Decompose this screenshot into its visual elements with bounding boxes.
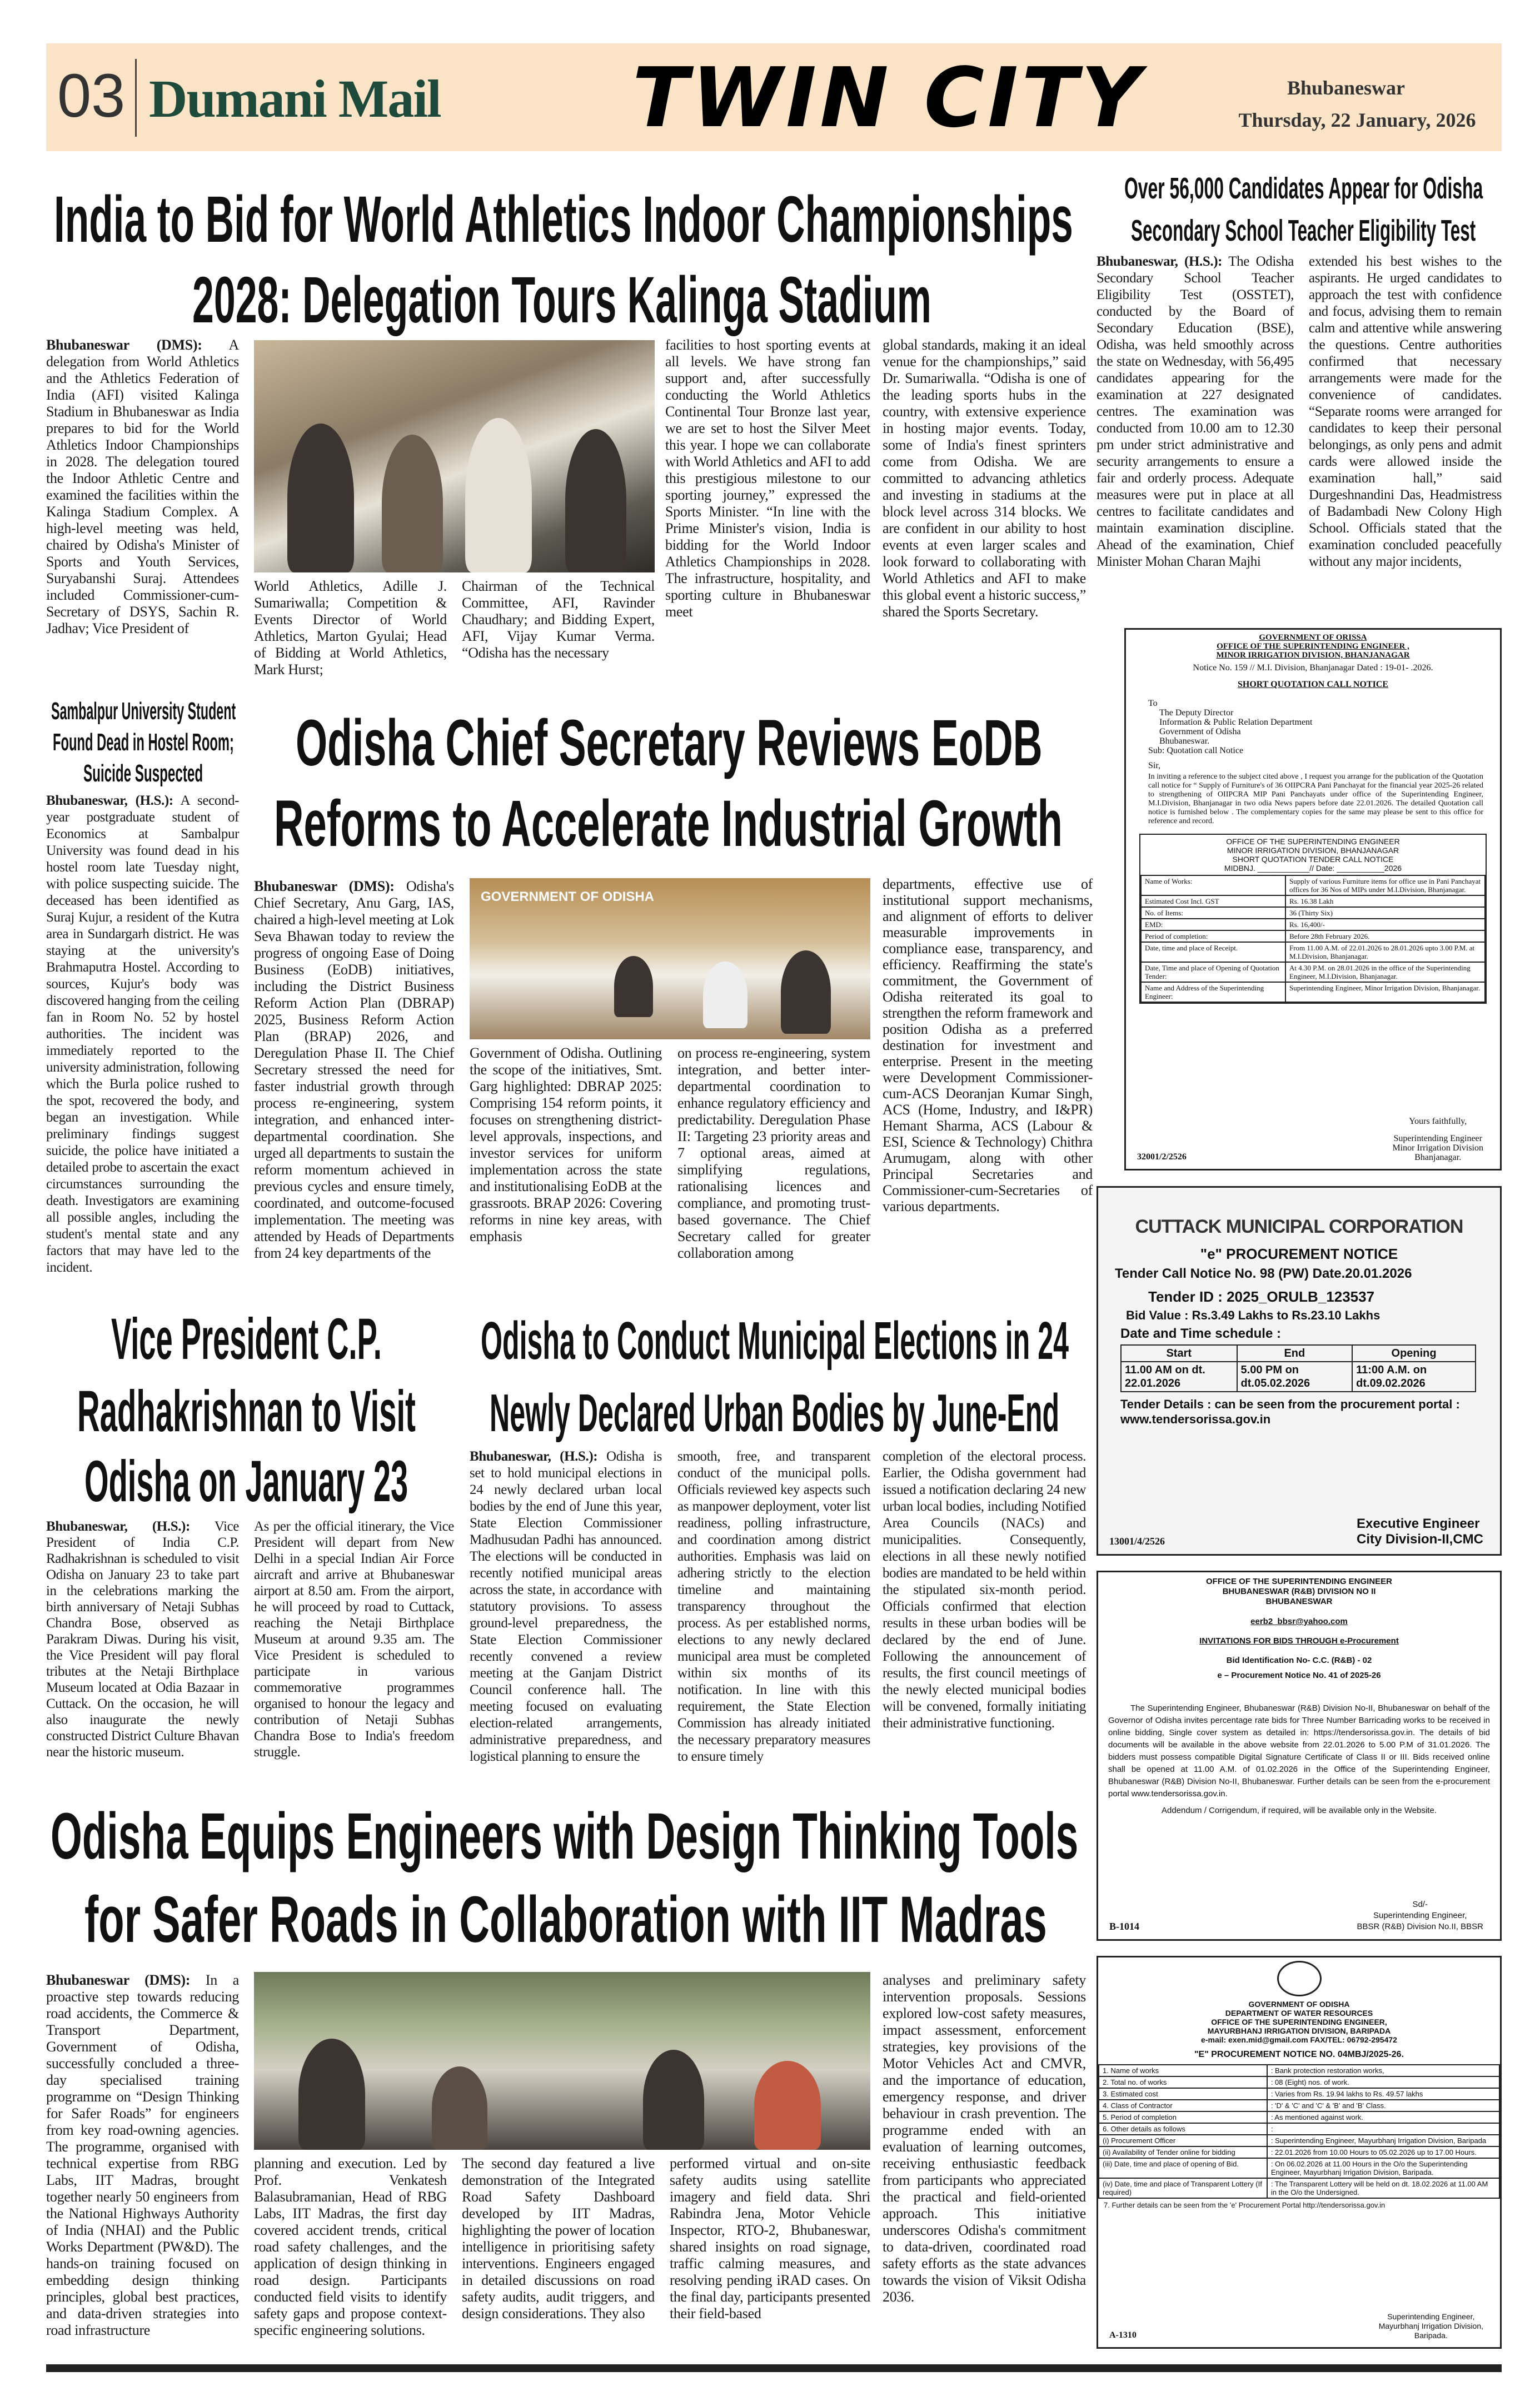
table-row [1141, 962, 1485, 982]
signature-line: City Division-II,CMC [1356, 1532, 1483, 1547]
notice-address: Information & Public Relation Department [1159, 718, 1313, 727]
notice-salutation: Sir, [1148, 761, 1161, 770]
signature-line: Minor Irrigation Division [1392, 1143, 1483, 1153]
row-value: Supply of various Furniture items for office use in Pani Panchayat offices for 36 Nos of MIPs under M.I.Division, Bhanjanagar. [1285, 875, 1485, 895]
edition-city: Bhubaneswar [1287, 77, 1406, 99]
photo-athletics-meeting [254, 340, 655, 572]
notice-body: In inviting a reference to the subject cited above , I request you arrange for the publication of the Quotation call notice for “ Supply of Furniture's of 36 OIIPCRA Pani Panchayat for the financial year 2025-26 related to strengthening of OIIPCRA MIP Pani Panchayats under office of the Superintending Engineer, M.I.Division, Bhanjanagar in two odia News papers before date 22.01.2026. The detailed Quotation call notice is furnished below . The complementary copies for the same may please be sent to this office for reference and record. [1148, 773, 1483, 825]
athletics-col-5: global standards, making it an ideal venue for the championships,” said Dr. Sumariwalla. “Odisha is one of the leading sports hubs in the country, with extensive experience in hosting major events. Today, some of India's finest sprinters come from Odisha. We are committed to advancing athletics and investing in stadiums at the block level across 314 blocks. We are confident in our ability to host events at even larger scales and look forward to collaborating with World Athletics and AFI to make this global event a historic success,” shared the Sports Secretary. [883, 337, 1086, 620]
headline-roads-line1: Odisha Equips Engineers with Design Thinking Tools [51, 1800, 1079, 1873]
schedule-table [1120, 1344, 1476, 1392]
signature-line: Superintending Engineer, [1387, 2312, 1475, 2321]
dateline: Bhubaneswar, (H.S.): [470, 1449, 598, 1464]
table-row [1099, 2123, 1499, 2135]
row-label: EMD: [1141, 919, 1285, 930]
table-row [1141, 930, 1485, 942]
signature-line: Executive Engineer [1356, 1516, 1480, 1531]
notice-head: BHUBANESWAR [1265, 1597, 1333, 1606]
vp-col-1 [46, 1518, 239, 1760]
body-text: A delegation from World Athletics and the Athletics Federation of India (AFI) visited Kalinga Stadium in Bhubaneswar as India prepares to bid for the World Athletics Indoor Championships in 2028. The delegation toured the Indoor Athletic Centre and examined the facilities within the Kalinga Stadium Complex. A high-level meeting was held, chaired by Odisha's Minister of Sports and Youth Services, Suryabanshi Suraj. Attendees included Commissioner-cum-Secretary of DSYS, Sachin R. Jadhav; Vice President of [46, 337, 239, 636]
table-row [1099, 2111, 1499, 2123]
athletics-col-3: Chairman of the Technical Committee, AFI, Ravinder Chaudhary; and Bidding Expert, AFI, Vijay Kumar Verma. “Odisha has the necessary [462, 578, 655, 661]
bid-value: Bid Value : Rs.3.49 Lakhs to Rs.23.10 Lakhs [1126, 1308, 1380, 1322]
photo-banner-text: GOVERNMENT OF ODISHA [481, 889, 655, 904]
signature-line: Mayurbhanj Irrigation Division, [1378, 2322, 1483, 2330]
table-row [1099, 2076, 1499, 2088]
notice-code: B-1014 [1109, 1921, 1139, 1932]
table-row [1099, 2065, 1499, 2076]
box-head: SHORT QUOTATION TENDER CALL NOTICE [1232, 855, 1394, 864]
headline-municipal-line1: Odisha to Conduct Municipal Elections in 24 [481, 1311, 1069, 1371]
row-label: 3. Estimated cost [1099, 2088, 1267, 2100]
row-value: Before 28th February 2026. [1285, 930, 1485, 942]
table-row [1141, 907, 1485, 919]
headline-athletics-line1: India to Bid for World Athletics Indoor Championships [54, 183, 1073, 256]
headline-roads-line2: for Safer Roads in Collaboration with IIT Madras [84, 1883, 1047, 1956]
tender-id: Tender ID : 2025_ORULB_123537 [1148, 1288, 1375, 1305]
tender-call-no: Tender Call Notice No. 98 (PW) Date.20.01.2026 [1115, 1266, 1412, 1281]
signature-line: BBSR (R&B) Division No.II, BBSR [1357, 1922, 1483, 1931]
notice-head: MAYURBHANJ IRRIGATION DIVISION, BARIPADA [1207, 2026, 1391, 2035]
notice-title: SHORT QUOTATION CALL NOTICE [1237, 680, 1389, 689]
table-row [1141, 919, 1485, 930]
notice-bhanjanagar [1124, 628, 1502, 1170]
table-row [1099, 2158, 1499, 2178]
notice-number: Notice No. 159 // M.I. Division, Bhanjanagar Dated : 19-01- .2026. [1193, 663, 1433, 673]
row-label: No. of Items: [1141, 907, 1285, 919]
row-value: Rs. 16,400/- [1285, 919, 1485, 930]
body-text: Odisha is set to hold municipal elections in 24 newly declared urban local bodies by the end of June this year, State Election Commissioner Madhusudan Padhi has announced. The elections will be conducted in recently notified municipal areas across the state, in accordance with statutory provisions. To assess ground-level preparedness, the State Election Commissioner recently convened a review meeting at the Ganjam District Council conference hall. The meeting focused on evaluating election-related arrangements, administrative preparedness, and logistical planning to ensure the [470, 1449, 662, 1764]
sambalpur-body [46, 793, 239, 1276]
headline-eodb-1 [296, 706, 1043, 780]
row-value: From 11.00 A.M. of 22.01.2026 to 28.01.2026 upto 3.00 P.M. at M.I.Division, Bhanjanagar. [1285, 942, 1485, 962]
table-row [1141, 875, 1485, 895]
eodb-col-4: departments, effective use of institutional support mechanisms, and alignment of efforts to deliver measurable improvements in compliance ease, transparency, and efficiency. Reaffirming the state's commitment, the Government of Odisha reiterated its goal to strengthen the reform framework and position Odisha as a preferred destination for investment and enterprise. Present in the meeting were Development Commissioner-cum-ACS Deoranjan Kumar Singh, ACS (Home, Industry, and I&PR) Hemant Sharma, ACS (Labour & ESI, Science & Technology) Chithra Arumugam, along with other Principal Secretaries and Commissioner-cum-Secretaries of various departments. [883, 876, 1093, 1214]
row-label: 6. Other details as follows [1099, 2123, 1267, 2135]
headline-roads-1 [51, 1800, 1079, 1873]
headline-eodb-2 [274, 787, 1063, 860]
roads-col-1 [46, 1972, 239, 2339]
headline-municipal-2 [490, 1383, 1060, 1443]
headline-vp-1 [111, 1307, 382, 1372]
athletics-col-4: facilities to host sporting events at all levels. We have strong fan support and, after successfully conducting the World Athletics Continental Tour Bronze last year, we are set to host the Silver Meet this year. I hope we can collaborate with World Athletics and AFI to add this prestigious milestone to our sporting journey,” expressed the Sports Minister. “In line with the Prime Minister's vision, India is bidding for the World Indoor Athletics Championships in 2028. The infrastructure, hospitality, and sporting culture in Bhubaneswar meet [665, 337, 870, 620]
headline-sambalpur-3 [83, 761, 203, 787]
roads-col-2: planning and execution. Led by Prof. Venkatesh Balasubramanian, Head of RBG Labs, IIT Madras, the first day covered accident trends, critical road safety challenges, and the application of design thinking in road design. Participants conducted field visits to identify safety gaps and propose context-specific engineering solutions. [254, 2155, 447, 2338]
municipal-col-1 [470, 1448, 662, 1765]
headline-sambalpur-2 [53, 730, 234, 756]
roads-col-3: The second day featured a live demonstration of the Integrated Road Safety Dashboard developed by IIT Madras, highlighting the power of location intelligence in prioritising safety interventions. Engineers engaged in detailed discussions on road safety audits, audit triggers, and design considerations. They also [462, 2155, 655, 2322]
notice-title: "e" PROCUREMENT NOTICE [1200, 1246, 1398, 1262]
schedule-value: 11.00 AM on dt. 22.01.2026 [1121, 1362, 1237, 1392]
headline-osstet-line1: Over 56,000 Candidates Appear for Odisha [1124, 172, 1483, 205]
headline-municipal-line2: Newly Declared Urban Bodies by June-End [490, 1383, 1060, 1443]
divider [135, 59, 137, 137]
body-text: A second-year postgraduate student of Economics at Sambalpur University was found dead in his hostel room late Tuesday night, with police suspecting suicide. The deceased has been identified as Suraj Kujur, a resident of the Kutra area in Sundargarh district. He was staying at the university's Brahmaputra Hostel. According to sources, Kujur's body was discovered hanging from the ceiling fan in Room No. 52 by hostel authorities. The incident was immediately reported to the university administration, following which the Burla police rushed to the spot, recovered the body, and began an investigation. While preliminary findings suggest suicide, the police have initiated a detailed probe to ascertain the exact circumstances surrounding the death. Investigators are examining all possible angles, including the student's mental state and any factors that may have led to the incident. [46, 793, 240, 1275]
signature-line: Superintending Engineer, [1373, 1911, 1467, 1920]
box-head: MINOR IRRIGATION DIVISION, BHANJANAGAR [1227, 846, 1399, 855]
vp-col-2: As per the official itinerary, the Vice President will depart from New Delhi in a special Indian Air Force aircraft and arrive at Bhubaneswar airport at 8.50 am. From the airport, he will proceed by road to Cuttack, reaching the Netaji Birthplace Museum at around 9.35 am. The Vice President is scheduled to participate in various commemorative programmes organised to honour the legacy and contribution of Netaji Subhas Chandra Bose to India's freedom struggle. [254, 1519, 454, 1760]
notice-table [1140, 875, 1486, 1003]
row-value: 36 (Thirty Six) [1285, 907, 1485, 919]
row-label: 4. Class of Contractor [1099, 2100, 1267, 2111]
row-label: Estimated Cost Incl. GST [1141, 895, 1285, 907]
notice-baripada [1097, 1956, 1502, 2349]
photo-eodb-meeting [470, 878, 870, 1039]
row-value: : Superintending Engineer, Mayurbhanj Irrigation Division, Baripada [1267, 2135, 1499, 2146]
row-label: Name of Works: [1141, 875, 1285, 895]
notice-number: e – Procurement Notice No. 41 of 2025-26 [1217, 1671, 1381, 1680]
notice-code: 13001/4/2526 [1109, 1536, 1165, 1547]
signature-line: Bhanjanagar. [1414, 1153, 1462, 1162]
schedule-header: End [1237, 1345, 1353, 1362]
notice-address: Government of Odisha [1159, 727, 1241, 736]
box-head: OFFICE OF THE SUPERINTENDING ENGINEER [1226, 837, 1400, 846]
box-head: MIDBNJ. ____________// Date: ___________2026 [1224, 864, 1402, 873]
row-value: : 22.01.2026 from 10.00 Hours to 05.02.2026 up to 17.00 Hours. [1267, 2146, 1499, 2158]
row-label: Date, Time and place of Opening of Quotation Tender: [1141, 962, 1285, 982]
headline-eodb-line2: Reforms to Accelerate Industrial Growth [274, 787, 1063, 860]
notice-cmc [1097, 1186, 1502, 1556]
headline-vp-line1: Vice President C.P. [111, 1307, 382, 1372]
notice-head: GOVERNMENT OF ORISSA [1259, 633, 1367, 642]
headline-eodb-line1: Odisha Chief Secretary Reviews EoDB [296, 706, 1043, 780]
notice-closing: Yours faithfully, [1409, 1117, 1467, 1126]
municipal-col-2: smooth, free, and transparent conduct of the municipal polls. Officials reviewed key aspects such as manpower deployment, voter list readiness, polling infrastructure, and coordination among district authorities. Emphasis was laid on adhering strictly to the election timeline and maintaining transparency throughout the process. As per established norms, elections to any newly declared municipal area must be completed within six months of its notification. In line with this requirement, the State Election Commission has already initiated the necessary preparatory measures to ensure timely [677, 1449, 870, 1764]
row-label: 5. Period of completion [1099, 2111, 1267, 2123]
dateline: Bhubaneswar, (H.S.): [46, 1519, 190, 1534]
notice-address: Bhubaneswar. [1159, 736, 1210, 746]
dateline: Bhubaneswar (DMS): [254, 878, 395, 894]
notice-to: To [1148, 699, 1158, 708]
row-value: : [1267, 2123, 1499, 2135]
emblem-icon [1277, 1961, 1322, 1996]
eodb-col-1 [254, 878, 454, 1262]
page-number: 03 [57, 62, 126, 130]
headline-municipal-1 [481, 1311, 1069, 1371]
notice-footer: 7. Further details can be seen from the 'e' Procurement Portal http://tendersorissa.gov.in [1104, 2201, 1385, 2209]
headline-osstet-1 [1124, 173, 1483, 205]
notice-table [1098, 2064, 1500, 2199]
athletics-col-1 [46, 337, 239, 637]
bid-id: Bid Identification No- C.C. (R&B) - 02 [1226, 1656, 1372, 1665]
notice-head: BHUBANESWAR (R&B) DIVISION NO II [1222, 1587, 1376, 1596]
row-value: : The Transparent Lottery will be held on dt. 18.02.2026 at 11.00 AM in the O/o the Undersigned. [1267, 2178, 1499, 2198]
schedule-header: Start [1121, 1345, 1237, 1362]
notice-email[interactable]: eerb2_bbsr@yahoo.com [1250, 1617, 1348, 1626]
body-text: In a proactive step towards reducing road accidents, the Commerce & Transport Department, Government of Odisha, successfully concluded a three-day specialised training programme on “Design Thinking for Safer Roads” for engineers from key road-owning agencies. The programme, organised with technical expertise from RBG Labs, IIT Madras, brought together nearly 50 engineers from the National Highways Authority of India (NHAI) and the Public Works Department (PW&D). The hands-on training focused on embedding design thinking principles, global best practices, and data-driven strategies into road infrastructure [46, 1972, 239, 2338]
row-label: Period of completion: [1141, 930, 1285, 942]
table-row [1141, 895, 1485, 907]
headline-osstet-line2: Secondary School Teacher Eligibility Test [1131, 214, 1476, 247]
notice-head: e-mail: exen.mid@gmail.com FAX/TEL: 06792-295472 [1201, 2035, 1397, 2044]
headline-sambalpur-line2: Found Dead in Hostel Room; [53, 729, 234, 756]
notice-code: A-1310 [1109, 2330, 1137, 2340]
row-value: : 08 (Eight) nos. of work. [1267, 2076, 1499, 2088]
roads-col-5: analyses and preliminary safety intervention proposals. Sessions explored low-cost safety measures, impact assessment, enforcement strategies, key provisions of the Motor Vehicles Act and CMVR, and the importance of education, emergency response, and driver behaviour in crash prevention. The programme ended with an evaluation of learning outcomes, receiving enthusiastic feedback from participants who appreciated the practical and field-oriented approach. This initiative underscores Odisha's commitment to data-driven, coordinated road safety efforts as the state advances towards the vision of Viksit Odisha 2036. [883, 1972, 1086, 2305]
table-row [1099, 2146, 1499, 2158]
row-label: 2. Total no. of works [1099, 2076, 1267, 2088]
row-label: (i) Procurement Officer [1099, 2135, 1267, 2146]
headline-sambalpur-line1: Sambalpur University Student [51, 698, 236, 725]
roads-col-4: performed virtual and on-site safety audits using satellite imagery and field data. Shri Rabindra Jena, Motor Vehicle Inspector, RTO-2, Bhubaneswar, shared insights on road signage, traffic calming measures, and resolving pending iRAD cases. On the final day, participants presented their field-based [670, 2155, 870, 2322]
masthead-title: TWIN CITY [632, 50, 1144, 146]
row-value: : Bank protection restoration works, [1267, 2065, 1499, 2076]
notice-head: OFFICE OF THE SUPERINTENDING ENGINEER, [1211, 2018, 1387, 2026]
row-label: (iii) Date, time and place of opening of Bid. [1099, 2158, 1267, 2178]
municipal-col-3: completion of the electoral process. Earlier, the Odisha government had issued a notification declaring 24 new urban local bodies, including Notified Area Councils (NACs) and municipalities. Consequently, elections in all these newly notified bodies are mandated to be held within the stipulated six-month period. Officials confirmed that election results in these urban bodies will be declared by the end of June. Following the announcement of results, the first council meetings of the newly elected municipal bodies will be convened, formally initiating their administrative functioning. [883, 1449, 1086, 1731]
body-text: Vice President of India C.P. Radhakrishnan is scheduled to visit Odisha on January 23 to take part in the celebrations marking the birth anniversary of Netaji Subhas Chandra Bose, observed as Parakram Diwas. During his visit, the Vice President will pay floral tributes at the Netaji Birthplace Museum located at Odia Bazaar in Cuttack. On the occasion, he will also inaugurate the newly constructed District Culture Bhavan near the historic museum. [46, 1519, 239, 1760]
headline-athletics-2 [192, 263, 931, 337]
row-value: : On 06.02.2026 at 11.00 Hours in the O/o the Superintending Engineer, Mayurbhanj Irrigation Division, Baripada. [1267, 2158, 1499, 2178]
headline-vp-line2: Radhakrishnan to Visit [77, 1379, 416, 1444]
headline-vp-line3: Odisha on January 23 [84, 1449, 408, 1514]
table-row [1141, 942, 1485, 962]
bottom-rule [46, 2364, 1502, 2372]
signature-line: Baripada. [1414, 2331, 1448, 2340]
dateline: Bhubaneswar (DMS): [46, 1972, 191, 1988]
notice-rb [1097, 1571, 1502, 1941]
headline-sambalpur-line3: Suicide Suspected [83, 760, 203, 787]
masthead-band [46, 43, 1502, 151]
eodb-col-3: on process re-engineering, system integration, and better inter-departmental coordination to enhance regulatory efficiency and predictability. Deregulation Phase II: Targeting 23 priority areas and 7 optional areas, aimed at simplifying regulations, rationalising licences and compliance, and promoting trust-based governance. The Chief Secretary called for greater collaboration among [677, 1045, 870, 1261]
headline-sambalpur-1 [51, 699, 236, 725]
notice-head: MINOR IRRIGATION DIVISION, BHANJANAGAR [1216, 651, 1410, 660]
row-label: (iv) Date, time and place of Transparent Lottery (If required) [1099, 2178, 1267, 2198]
schedule-label: Date and Time schedule : [1120, 1326, 1281, 1341]
table-row [1099, 2178, 1499, 2198]
eodb-col-2: Government of Odisha. Outlining the scope of the initiatives, Smt. Garg highlighted: DBRAP 2025: Comprising 154 reform points, it focuses on strengthening district-level approvals, inspections, and investor services for uniform implementation across the state and institutionalising EoDB at the grassroots. BRAP 2026: Covering reforms in nine key areas, with emphasis [470, 1045, 662, 1244]
notice-org: CUTTACK MUNICIPAL CORPORATION [1135, 1216, 1463, 1237]
osstet-col-2: extended his best wishes to the aspirants. He urged candidates to approach the test with confidence and focus, advising them to remain calm and attentive while answering the questions. Centre authorities confirmed that necessary arrangements were made for the convenience of candidates. “Separate rooms were arranged for candidates to keep their personal belongings, as only pens and admit cards were allowed inside the examination hall,” said Durgeshnandini Das, Headmistress of Badambadi New Colony High School. Officials stated that the examination concluded peacefully without any major incidents, [1309, 254, 1502, 569]
notice-head: DEPARTMENT OF WATER RESOURCES [1225, 2009, 1373, 2018]
headline-athletics-1 [54, 183, 1073, 256]
headline-roads-2 [84, 1883, 1047, 1956]
row-label: Date, time and place of Receipt. [1141, 942, 1285, 962]
schedule-header: Opening [1352, 1345, 1476, 1362]
table-row [1141, 982, 1485, 1002]
notice-head: OFFICE OF THE SUPERINTENDING ENGINEER [1205, 1577, 1393, 1586]
edition-date: Thursday, 22 January, 2026 [1238, 109, 1476, 131]
row-value: Rs. 16.38 Lakh [1285, 895, 1485, 907]
section-name: Dumani Mail [149, 69, 441, 128]
headline-vp-2 [77, 1379, 416, 1444]
notice-body: The Superintending Engineer, Bhubaneswar (R&B) Division No-II, Bhubaneswar on behalf of the Governor of Odisha invites percentage rate bids for Three Number Barricading works to be received in online bidding, Single cover system as detailed in: https://tendersorissa.gov.in. The details of bid documents will be available in the above website from 22.01.2026 to 5.00 P.M of 31.01.2026. The bidders must possess compatible Digital Signature Certificate of Class II or III. Bids received online shall be opened at 11.00 A.M. of 01.02.2026 in the Office of the Superintending Engineer, Bhubaneswar (R&B) Division No-II, Bhubaneswar. Further details can be seen from the e-procurement portal www.tendersorissa.gov.in. [1108, 1703, 1490, 1799]
signature-line: Superintending Engineer [1393, 1134, 1482, 1143]
table-row [1099, 2100, 1499, 2111]
dateline: Bhubaneswar, (H.S.): [46, 793, 173, 808]
osstet-col-1 [1097, 253, 1294, 570]
row-value: : 'D' & 'C' and 'C' & 'B' and 'B' Class. [1267, 2100, 1499, 2111]
schedule-value: 11:00 A.M. on dt.09.02.2026 [1352, 1362, 1476, 1392]
schedule-value: 5.00 PM on dt.05.02.2026 [1237, 1362, 1353, 1392]
notice-address: The Deputy Director [1159, 708, 1234, 718]
table-row [1099, 2088, 1499, 2100]
dateline: Bhubaneswar, (H.S.): [1097, 254, 1223, 269]
notice-title: INVITATIONS FOR BIDS THROUGH e-Procurement [1199, 1636, 1399, 1646]
athletics-col-2: World Athletics, Adille J. Sumariwalla; Competition & Events Director of World Athletics, Marton Gyulai; Head of Bidding at World Athletics, Mark Hurst; [254, 578, 447, 678]
notice-title: "E" PROCUREMENT NOTICE NO. 04MBJ/2025-26. [1194, 2050, 1404, 2059]
photo-training-session [254, 1972, 870, 2150]
row-value: Superintending Engineer, Minor Irrigation Division, Bhanjanagar. [1285, 982, 1485, 1002]
notice-code: 32001/2/2526 [1137, 1152, 1187, 1162]
tender-details: Tender Details : can be seen from the procurement portal : www.tendersorissa.gov.in [1120, 1397, 1460, 1426]
row-label: (ii) Availability of Tender online for bidding [1099, 2146, 1267, 2158]
row-value: : Varies from Rs. 19.94 lakhs to Rs. 49.57 lakhs [1267, 2088, 1499, 2100]
row-value: At 4.30 P.M. on 28.01.2026 in the office of the Superintending Engineer, M.I.Division, Bhanjanagar. [1285, 962, 1485, 982]
table-row [1099, 2135, 1499, 2146]
notice-addendum: Addendum / Corrigendum, if required, will be available only in the Website. [1162, 1806, 1437, 1815]
dateline: Bhubaneswar (DMS): [46, 337, 202, 353]
notice-subject: Sub: Quotation call Notice [1148, 746, 1244, 755]
headline-osstet-2 [1131, 216, 1476, 247]
row-value: : As mentioned against work. [1267, 2111, 1499, 2123]
row-label: Name and Address of the Superintending Engineer: [1141, 982, 1285, 1002]
headline-athletics-line2: 2028: Delegation Tours Kalinga Stadium [192, 263, 931, 337]
body-text: Odisha's Chief Secretary, Anu Garg, IAS, chaired a high-level meeting at Lok Seva Bhawan today to review the progress of ongoing Ease of Doing Business (EoDB) initiatives, including the District Business Reform Action Plan (DBRAP) 2025, Business Reform Action Plan (BRAP) 2026, and Deregulation Phase II. The Chief Secretary stressed the need for faster industrial growth through process re-engineering, system integration, and enhanced inter-departmental coordination. She urged all departments to sustain the reform momentum achieved in previous cycles and ensure timely, coordinated, and outcome-focused implementation. The meeting was attended by Heads of Departments from 24 key departments of the [254, 878, 454, 1261]
notice-head: GOVERNMENT OF ODISHA [1248, 2000, 1350, 2009]
row-label: 1. Name of works [1099, 2065, 1267, 2076]
notice-head: OFFICE OF THE SUPERINTENDING ENGINEER , [1217, 642, 1409, 651]
signature-line: Sd/- [1412, 1900, 1428, 1909]
body-text: The Odisha Secondary School Teacher Eligibility Test (OSSTET), conducted by the Board of Secondary Education (BSE), Odisha, was held smoothly across the state on Wednesday, with 56,495 candidates appearing for the examination at 227 designated centres. The examination was conducted from 10.00 am to 12.30 pm under strict administrative and security arrangements to ensure a fair and orderly process. Adequate measures were put in place at all centres to facilitate candidates and maintain examination discipline. Ahead of the examination, Chief Minister Mohan Charan Majhi [1097, 254, 1294, 569]
headline-vp-3 [84, 1449, 408, 1514]
